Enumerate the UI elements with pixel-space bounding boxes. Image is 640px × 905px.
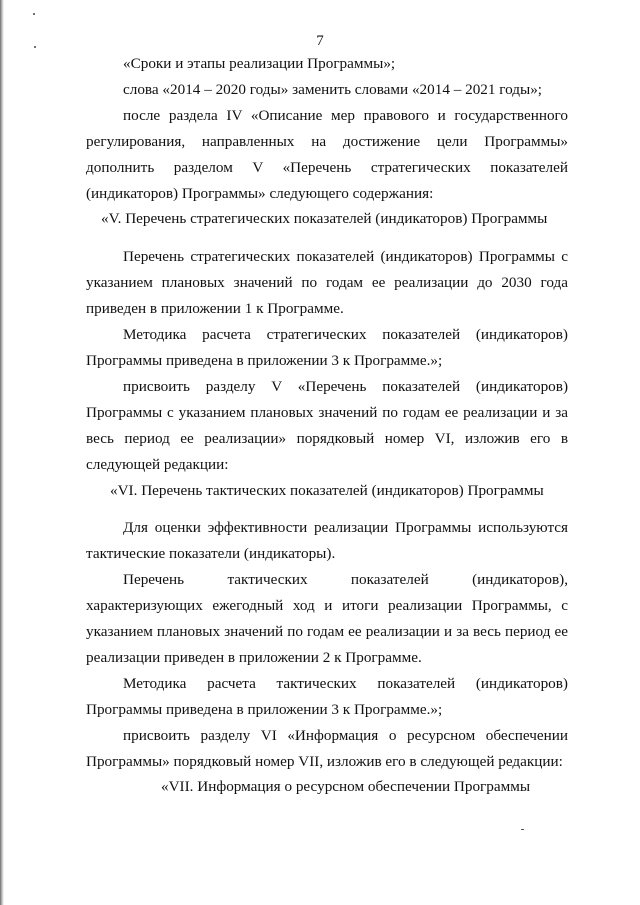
paragraph-add-section-v: после раздела IV «Описание мер правового и государственного регулирования, направленных на достижение цели Программы» дополнить разделом V «Перечень стратегических показателей (индикаторов) Программы» следующего содержания: — [86, 106, 568, 202]
paragraph-strategic-indicators-list: Перечень стратегических показателей (индикаторов) Программы с указанием плановых значений по годам ее реализации до 2030 года приведен в приложении 1 к Программе. — [86, 248, 568, 318]
paragraph-tactical-method: Методика расчета тактических показателей (индикаторов) Программы приведена в приложении 3 к Программе.»; — [86, 674, 568, 718]
scan-speck — [33, 13, 35, 15]
section-heading-vi: «VI. Перечень тактических показателей (индикаторов) Программы — [110, 481, 544, 499]
paragraph-program-terms: «Сроки и этапы реализации Программы»; — [123, 55, 396, 72]
section-heading-v: «V. Перечень стратегических показателей (индикаторов) Программы — [101, 210, 548, 228]
scan-speck — [521, 829, 524, 830]
page-number: 7 — [316, 33, 324, 49]
section-heading-vii: «VII. Информация о ресурсном обеспечении Программы — [161, 778, 531, 796]
paragraph-tactical-indicators-list: Перечень тактических показателей (индикаторов), характеризующих ежегодный ход и итоги реализации Программы, с указанием плановых значений по годам ее реализации и за весь период ее реализации приведен в приложении 2 к Программе. — [86, 571, 568, 666]
paragraph-renumber-section-vi: присвоить разделу V «Перечень показателей (индикаторов) Программы с указанием плановых значений по годам ее реализации и за весь период ее реализации» порядковый номер VI, изложив его в следующей редакции: — [86, 377, 568, 473]
paragraph-renumber-section-vii: присвоить разделу VI «Информация о ресурсном обеспечении Программы» порядковый номер VII, изложив его в следующей редакции: — [86, 726, 568, 770]
paragraph-tactical-evaluation: Для оценки эффективности реализации Программы используются тактические показатели (индикаторы). — [86, 519, 568, 563]
scan-edge-shadow — [0, 0, 4, 905]
paragraph-strategic-method: Методика расчета стратегических показателей (индикаторов) Программы приведена в приложении 3 к Программе.»; — [86, 326, 568, 369]
document-body — [86, 51, 568, 800]
paragraph-replace-years: слова «2014 – 2020 годы» заменить словами «2014 – 2021 годы»; — [123, 80, 543, 98]
